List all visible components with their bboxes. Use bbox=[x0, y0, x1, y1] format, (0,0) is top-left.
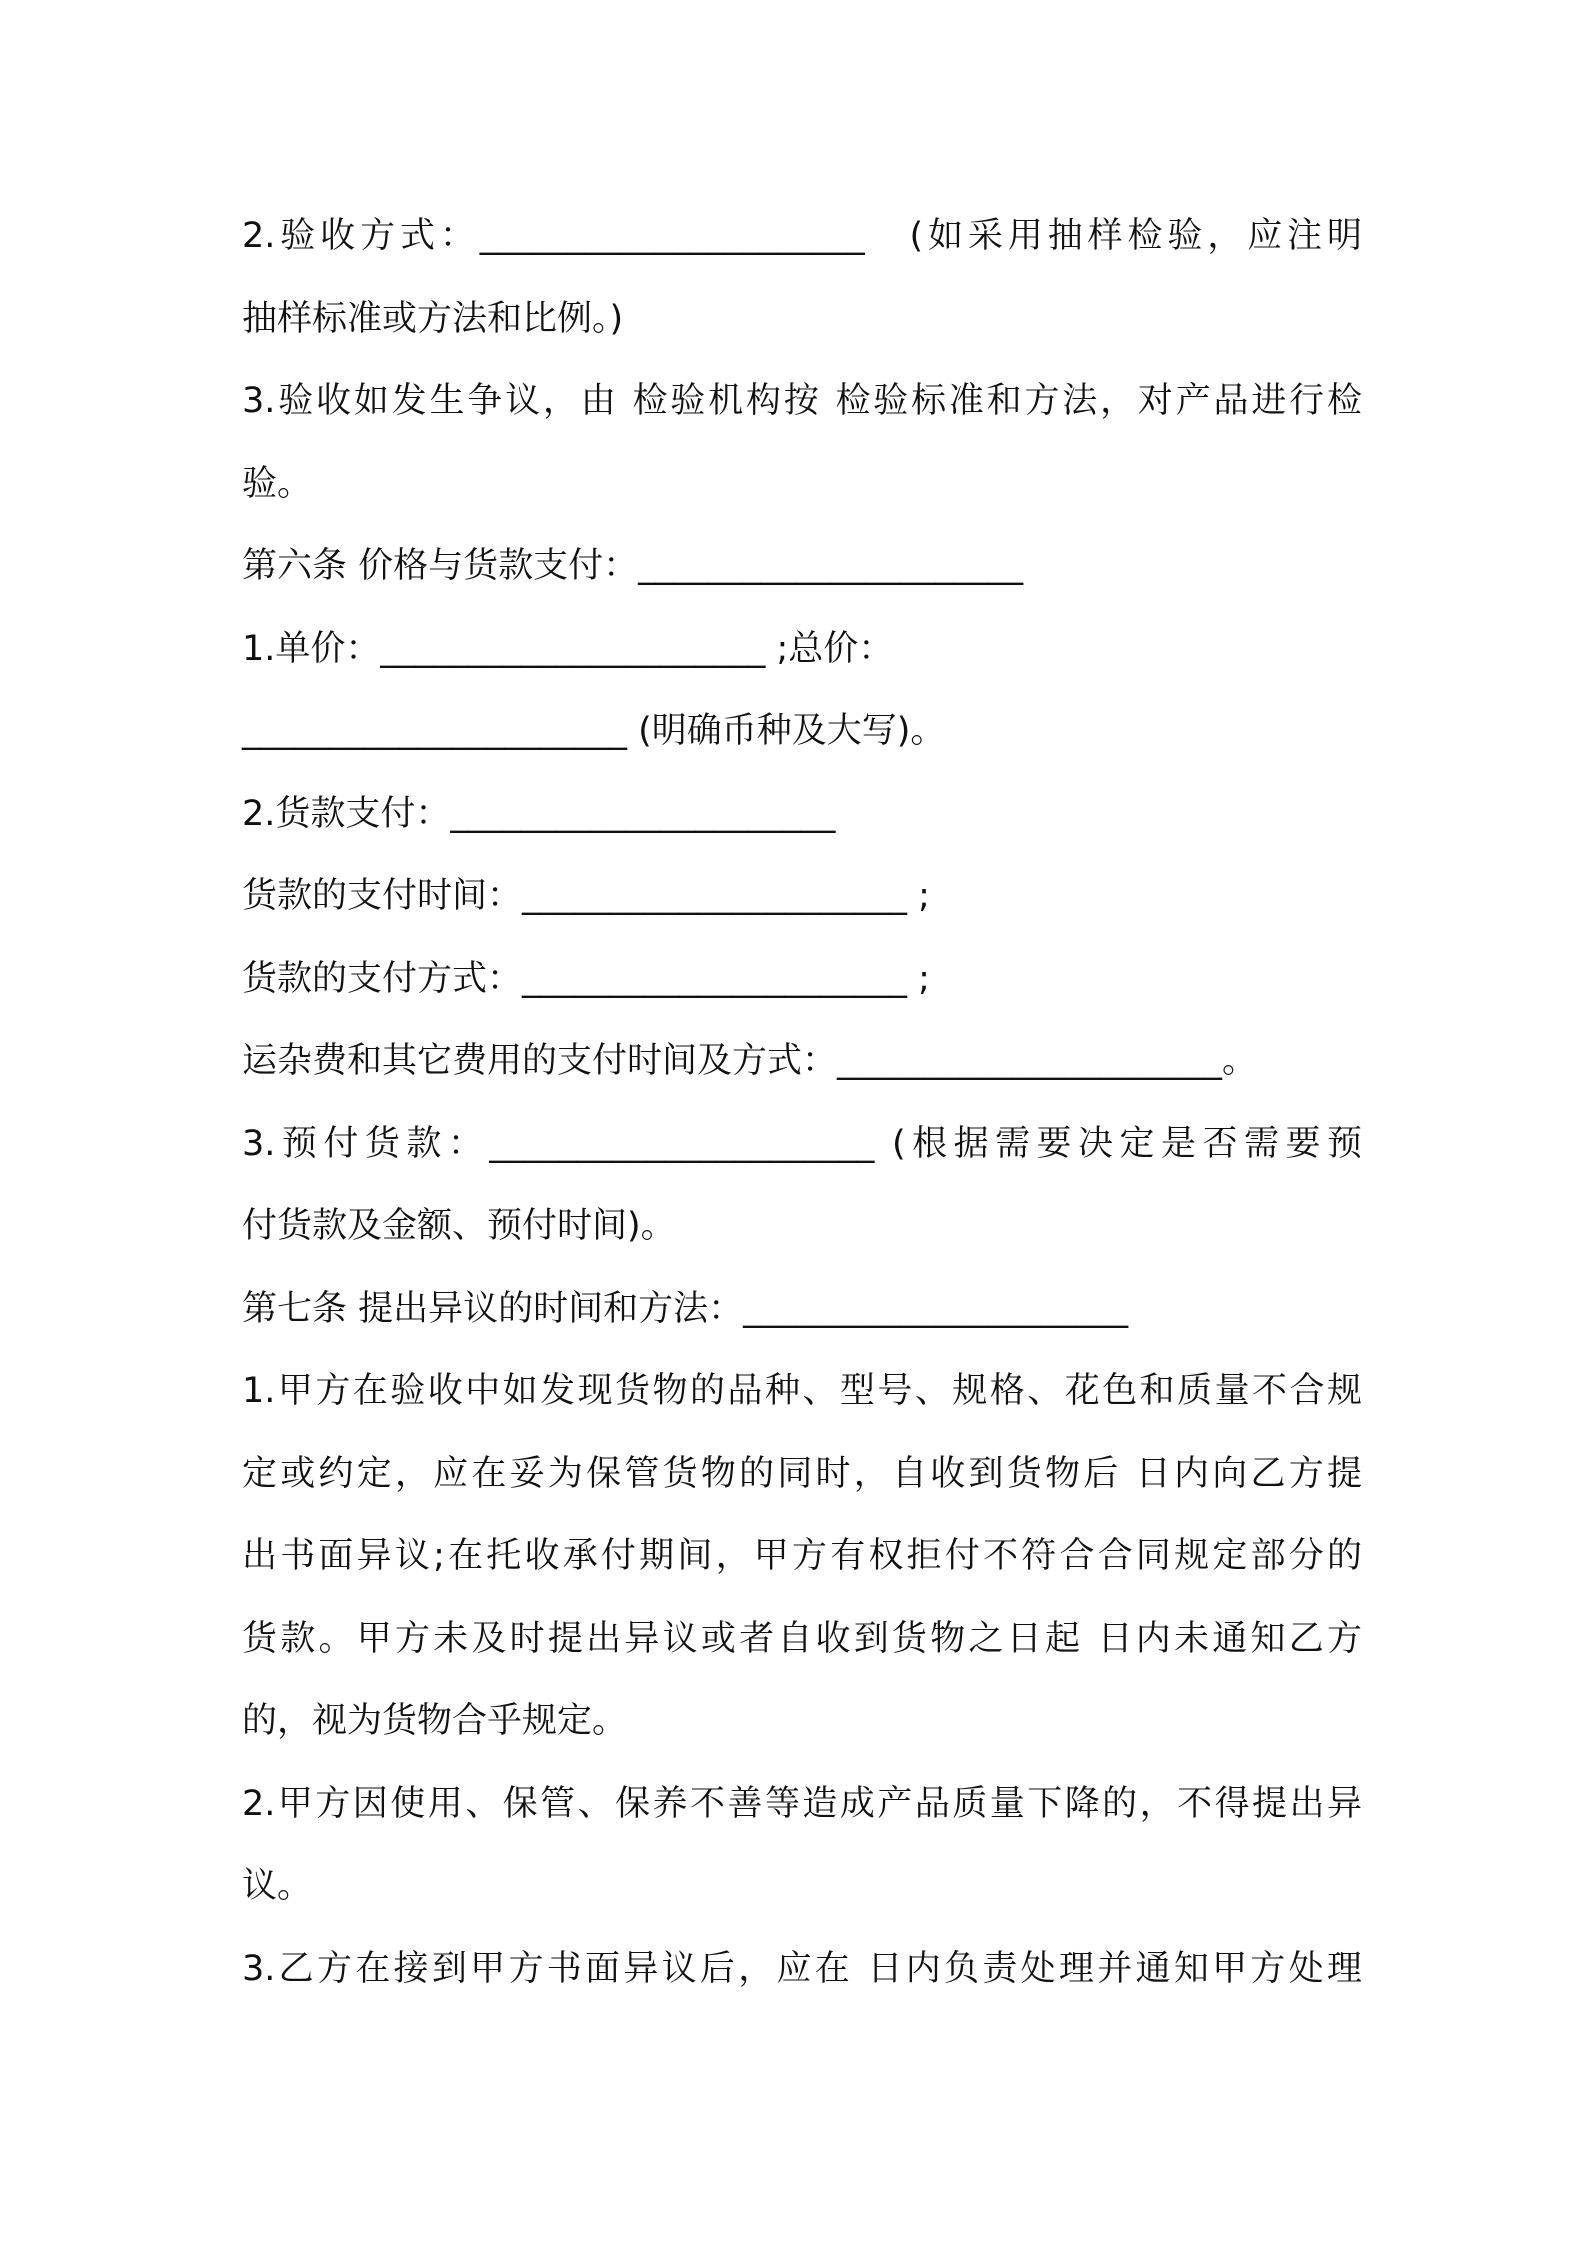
text-line: 议。 bbox=[242, 1866, 313, 1906]
text-line: 抽样标准或方法和比例。) bbox=[242, 298, 624, 339]
text-line: 验。 bbox=[242, 463, 313, 504]
text-line: 3.乙方在接到甲方书面异议后，应在 日内负责处理并通知甲方处理 bbox=[242, 1948, 1362, 1989]
text-line: ______________________ (明确币种及大写)。 bbox=[242, 711, 946, 751]
text-line: 2.货款支付：______________________ bbox=[242, 793, 836, 834]
text-line: 3.预付货款：______________________ (根据需要决定是否需要预 bbox=[242, 1123, 1362, 1164]
text-line: 货款的支付时间：______________________ ; bbox=[242, 876, 930, 916]
text-line: 3.验收如发生争议，由 检验机构按 检验标准和方法，对产品进行检 bbox=[242, 381, 1362, 421]
section-heading-article-7: 第七条 提出异议的时间和方法：______________________ bbox=[242, 1288, 1129, 1329]
text-line: 的，视为货物合乎规定。 bbox=[242, 1701, 628, 1741]
text-line: 2.验收方式：______________________ (如采用抽样检验，应注明 bbox=[242, 216, 1362, 256]
text-line: 运杂费和其它费用的支付时间及方式：______________________。 bbox=[242, 1041, 1258, 1081]
text-line: 货款。甲方未及时提出异议或者自收到货物之日起 日内未通知乙方 bbox=[242, 1618, 1362, 1659]
text-line: 付货款及金额、预付时间)。 bbox=[242, 1206, 676, 1246]
text-line: 2.甲方因使用、保管、保养不善等造成产品质量下降的，不得提出异 bbox=[242, 1783, 1362, 1824]
section-heading-article-6: 第六条 价格与货款支付：______________________ bbox=[242, 546, 1024, 586]
text-line: 1.甲方在验收中如发现货物的品种、型号、规格、花色和质量不合规 bbox=[242, 1371, 1362, 1411]
text-line: 出书面异议;在托收承付期间，甲方有权拒付不符合合同规定部分的 bbox=[242, 1536, 1362, 1576]
text-line: 1.单价：______________________ ;总价： bbox=[242, 628, 894, 669]
text-line: 货款的支付方式：______________________ ; bbox=[242, 958, 930, 999]
contract-text-body bbox=[242, 195, 1362, 2010]
text-line: 定或约定，应在妥为保管货物的同时，自收到货物后 日内向乙方提 bbox=[242, 1453, 1362, 1494]
